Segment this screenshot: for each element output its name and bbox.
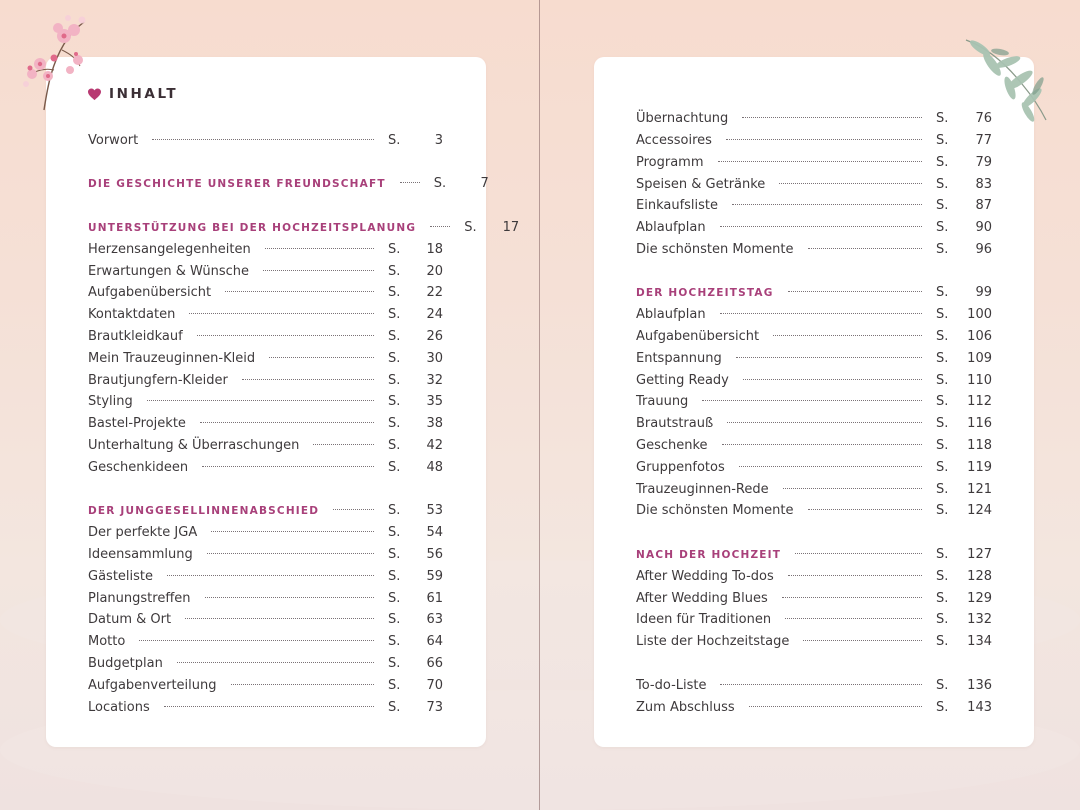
dot-leader [749, 706, 922, 707]
page-number: 77 [975, 133, 992, 148]
page-prefix: S. [388, 700, 401, 715]
page-number: 118 [967, 438, 992, 453]
dot-leader [205, 597, 374, 598]
page-reference [936, 217, 992, 239]
toc-row[interactable] [88, 566, 443, 588]
toc-entry-label: Getting Ready [636, 373, 729, 388]
dot-leader [720, 313, 922, 314]
page-prefix: S. [388, 373, 401, 388]
page-number: 70 [426, 678, 443, 693]
toc-row[interactable] [636, 370, 992, 392]
toc-entry-label: Erwartungen & Wünsche [88, 264, 249, 279]
page-prefix: S. [936, 634, 949, 649]
toc-row[interactable] [88, 326, 443, 348]
dot-leader [779, 183, 922, 184]
page-reference [388, 435, 443, 457]
page-reference [388, 544, 443, 566]
toc-entry-label: Mein Trauzeuginnen-Kleid [88, 351, 256, 366]
page-number: 76 [975, 111, 992, 126]
page-reference [388, 370, 443, 392]
page-reference [936, 282, 992, 304]
dot-leader [185, 618, 374, 619]
toc-row[interactable] [636, 500, 992, 522]
toc-row[interactable] [636, 588, 992, 610]
page-number: 127 [967, 547, 992, 562]
page-prefix: S. [388, 612, 401, 627]
page-prefix: S. [936, 612, 949, 627]
toc-row[interactable] [636, 457, 992, 479]
dot-leader [197, 335, 374, 336]
page-reference [936, 631, 992, 653]
toc-row[interactable] [88, 239, 443, 261]
page-prefix: S. [936, 700, 949, 715]
toc-entry-label: Motto [88, 634, 126, 649]
toc-row[interactable] [88, 631, 443, 653]
page-reference [388, 304, 443, 326]
dot-leader [225, 291, 374, 292]
page-prefix: S. [936, 482, 949, 497]
page-prefix: S. [388, 656, 401, 671]
dot-leader [702, 400, 922, 401]
page-prefix: S. [388, 460, 401, 475]
page-number: 79 [975, 155, 992, 170]
page-prefix: S. [464, 220, 477, 235]
page-number: 7 [480, 176, 489, 191]
page-number: 116 [967, 416, 992, 431]
dot-leader [783, 488, 922, 489]
toc-row[interactable] [636, 413, 992, 435]
dot-leader [732, 204, 922, 205]
toc-entry-label: Datum & Ort [88, 612, 172, 627]
page-reference [388, 457, 443, 479]
dot-leader [202, 466, 374, 467]
toc-section-label: UNTERSTÜTZUNG BEI DER HOCHZEITSPLANUNG [88, 222, 417, 234]
toc-row[interactable] [88, 609, 443, 631]
toc-entry-label: Unterhaltung & Überraschungen [88, 438, 300, 453]
heart-icon [88, 88, 101, 101]
toc-row[interactable] [88, 130, 443, 152]
page-prefix: S. [936, 373, 949, 388]
page-reference [936, 413, 992, 435]
page-number: 99 [975, 285, 992, 300]
page-number: 22 [426, 285, 443, 300]
toc-entry-label: Speisen & Getränke [636, 177, 766, 192]
toc-row[interactable] [88, 653, 443, 675]
page-number: 59 [426, 569, 443, 584]
page-number: 132 [967, 612, 992, 627]
page-prefix: S. [936, 547, 949, 562]
dot-leader [803, 640, 922, 641]
dot-leader [400, 182, 420, 183]
page-number: 24 [426, 307, 443, 322]
page-number: 64 [426, 634, 443, 649]
page-number: 87 [975, 198, 992, 213]
dot-leader [430, 226, 450, 227]
page-prefix: S. [388, 416, 401, 431]
toc-row[interactable] [88, 588, 443, 610]
toc-row[interactable] [88, 391, 443, 413]
dot-leader [139, 640, 374, 641]
page-prefix: S. [936, 242, 949, 257]
toc-row[interactable] [88, 697, 443, 719]
toc-row[interactable] [636, 326, 992, 348]
toc-entry-label: Programm [636, 155, 704, 170]
page-reference [936, 195, 992, 217]
dot-leader [742, 117, 922, 118]
toc-row[interactable] [636, 195, 992, 217]
dot-leader [743, 379, 922, 380]
toc-entry-label: Styling [88, 394, 133, 409]
page-prefix: S. [936, 307, 949, 322]
page-number: 100 [967, 307, 992, 322]
toc-entry-label: Ideensammlung [88, 547, 193, 562]
toc-entry-label: Einkaufsliste [636, 198, 719, 213]
toc-entry-label: Budgetplan [88, 656, 163, 671]
dot-leader [727, 422, 922, 423]
toc-entry-label: Brautkleidkauf [88, 329, 183, 344]
page-reference [936, 130, 992, 152]
toc-row[interactable] [88, 348, 443, 370]
toc-section-row[interactable] [88, 500, 443, 522]
toc-row[interactable] [88, 304, 443, 326]
dot-leader [313, 444, 374, 445]
cherry-blossom-icon [18, 14, 92, 112]
dot-leader [200, 422, 374, 423]
page-number: 83 [975, 177, 992, 192]
page-prefix: S. [936, 678, 949, 693]
page-number: 90 [975, 220, 992, 235]
page-number: 35 [426, 394, 443, 409]
page-number: 17 [502, 220, 520, 235]
dot-leader [164, 706, 374, 707]
page-prefix: S. [388, 503, 401, 518]
toc-entry-label: Die schönsten Momente [636, 503, 794, 518]
page-reference [388, 413, 443, 435]
dot-leader [231, 684, 374, 685]
page-reference [936, 435, 992, 457]
dot-leader [720, 226, 922, 227]
toc-row[interactable] [636, 631, 992, 653]
dot-leader [726, 139, 922, 140]
toc-row[interactable] [636, 130, 992, 152]
page-prefix: S. [388, 438, 401, 453]
dot-leader [808, 509, 922, 510]
page-prefix: S. [936, 416, 949, 431]
page-number: 63 [426, 612, 443, 627]
page-number: 124 [967, 503, 992, 518]
toc-entry-label: Ablaufplan [636, 220, 706, 235]
page-prefix: S. [388, 634, 401, 649]
dot-leader [795, 553, 922, 554]
page-reference [936, 391, 992, 413]
toc-entry-label: Übernachtung [636, 111, 729, 126]
page-reference [936, 544, 992, 566]
page-number: 18 [426, 242, 443, 257]
page-prefix: S. [388, 569, 401, 584]
dot-leader [808, 248, 922, 249]
page-prefix: S. [936, 198, 949, 213]
toc-entry-label: Vorwort [88, 133, 139, 148]
dot-leader [718, 161, 922, 162]
toc-section-row[interactable] [88, 217, 520, 239]
toc-entry-label: Ablaufplan [636, 307, 706, 322]
page-prefix: S. [936, 438, 949, 453]
toc-entry-label: Bastel-Projekte [88, 416, 186, 431]
page-number: 20 [426, 264, 443, 279]
toc-row[interactable] [88, 413, 443, 435]
toc-row[interactable] [636, 391, 992, 413]
dot-leader [788, 575, 922, 576]
toc-row[interactable] [88, 675, 443, 697]
page-number: 136 [967, 678, 992, 693]
toc-row[interactable] [636, 609, 992, 631]
page-prefix: S. [936, 155, 949, 170]
toc-row[interactable] [636, 108, 992, 130]
page-reference [936, 457, 992, 479]
page-reference [388, 326, 443, 348]
toc-entry-label: Liste der Hochzeitstage [636, 634, 790, 649]
page-prefix: S. [936, 220, 949, 235]
toc-row[interactable] [88, 457, 443, 479]
dot-leader [739, 466, 922, 467]
page-reference [388, 609, 443, 631]
toc-entry-label: Herzensangelegenheiten [88, 242, 251, 257]
toc-entry-label: After Wedding To-dos [636, 569, 774, 584]
dot-leader [152, 139, 374, 140]
page-number: 73 [426, 700, 443, 715]
dot-leader [269, 357, 374, 358]
page-reference [936, 588, 992, 610]
page-reference [388, 653, 443, 675]
page-number: 30 [426, 351, 443, 366]
dot-leader [736, 357, 922, 358]
page-reference [464, 217, 519, 239]
dot-leader [720, 684, 922, 685]
dot-leader [263, 270, 374, 271]
toc-row[interactable] [636, 217, 992, 239]
page-prefix: S. [936, 111, 949, 126]
dot-leader [722, 444, 922, 445]
toc-entry-label: Brautjungfern-Kleider [88, 373, 228, 388]
page-prefix: S. [936, 351, 949, 366]
page-reference [434, 173, 489, 195]
toc-entry-label: Geschenkideen [88, 460, 189, 475]
toc-entry-label: Ideen für Traditionen [636, 612, 772, 627]
page-number: 48 [426, 460, 443, 475]
page-prefix: S. [388, 525, 401, 540]
page-reference [388, 391, 443, 413]
toc-row[interactable] [88, 522, 443, 544]
toc-heading [88, 86, 178, 102]
page-prefix: S. [936, 569, 949, 584]
page-reference [936, 326, 992, 348]
toc-section-label: DIE GESCHICHTE UNSERER FREUNDSCHAFT [88, 178, 386, 190]
page-number: 109 [967, 351, 992, 366]
toc-section-row[interactable] [88, 173, 489, 195]
page-reference [388, 566, 443, 588]
toc-entry-label: Aufgabenübersicht [636, 329, 760, 344]
page-number: 66 [426, 656, 443, 671]
page-reference [388, 282, 443, 304]
page-reference [936, 304, 992, 326]
page-reference [388, 697, 443, 719]
toc-row[interactable] [88, 282, 443, 304]
page-reference [388, 631, 443, 653]
page-number: 54 [426, 525, 443, 540]
page-number: 26 [426, 329, 443, 344]
page-reference [388, 500, 443, 522]
page-prefix: S. [388, 547, 401, 562]
page-prefix: S. [388, 678, 401, 693]
page-prefix: S. [936, 177, 949, 192]
page-number: 32 [426, 373, 443, 388]
page-number: 129 [967, 591, 992, 606]
page-prefix: S. [936, 394, 949, 409]
page-prefix: S. [936, 591, 949, 606]
toc-row[interactable] [88, 370, 443, 392]
toc-row[interactable] [636, 304, 992, 326]
dot-leader [773, 335, 922, 336]
page-number: 112 [967, 394, 992, 409]
toc-entry-label: Locations [88, 700, 150, 715]
page-prefix: S. [388, 394, 401, 409]
dot-leader [147, 400, 374, 401]
toc-entry-label: Der perfekte JGA [88, 525, 198, 540]
page-prefix: S. [388, 242, 401, 257]
page-prefix: S. [936, 503, 949, 518]
page-prefix: S. [936, 285, 949, 300]
page-reference [388, 130, 443, 152]
toc-entry-label: Die schönsten Momente [636, 242, 794, 257]
page-number: 110 [967, 373, 992, 388]
page-reference [936, 697, 992, 719]
page-reference [936, 566, 992, 588]
page-number: 119 [967, 460, 992, 475]
page-number: 61 [426, 591, 443, 606]
toc-entry-label: Zum Abschluss [636, 700, 735, 715]
page-reference [388, 522, 443, 544]
page-prefix: S. [388, 307, 401, 322]
page-number: 96 [975, 242, 992, 257]
toc-row[interactable] [636, 697, 992, 719]
toc-section-row[interactable] [636, 544, 992, 566]
toc-row[interactable] [636, 479, 992, 501]
page-number: 143 [967, 700, 992, 715]
dot-leader [785, 618, 922, 619]
page-reference [936, 348, 992, 370]
page-prefix: S. [936, 133, 949, 148]
page-number: 3 [434, 133, 443, 148]
page-prefix: S. [433, 176, 447, 191]
toc-entry-label: Accessoires [636, 133, 712, 148]
toc-row[interactable] [636, 566, 992, 588]
page-reference [936, 370, 992, 392]
toc-entry-label: Geschenke [636, 438, 708, 453]
page-reference [388, 348, 443, 370]
page-prefix: S. [936, 460, 949, 475]
page-number: 134 [967, 634, 992, 649]
dot-leader [333, 509, 374, 510]
page-number: 53 [426, 503, 443, 518]
page-number: 121 [967, 482, 992, 497]
book-gutter [539, 0, 540, 810]
dot-leader [177, 662, 374, 663]
dot-leader [242, 379, 374, 380]
page-reference [388, 239, 443, 261]
toc-entry-label: Gruppenfotos [636, 460, 725, 475]
toc-entry-label: Entspannung [636, 351, 722, 366]
page-number: 128 [967, 569, 992, 584]
page-reference [936, 609, 992, 631]
toc-row[interactable] [636, 435, 992, 457]
toc-row[interactable] [636, 348, 992, 370]
page-prefix: S. [388, 351, 401, 366]
page-reference [936, 500, 992, 522]
page-prefix: S. [388, 285, 401, 300]
toc-row[interactable] [636, 174, 992, 196]
page-number: 56 [426, 547, 443, 562]
page-prefix: S. [936, 329, 949, 344]
page-prefix: S. [388, 133, 401, 148]
page-prefix: S. [388, 329, 401, 344]
toc-entry-label: Aufgabenverteilung [88, 678, 217, 693]
dot-leader [782, 597, 922, 598]
page-reference [936, 152, 992, 174]
toc-section-label: DER HOCHZEITSTAG [636, 287, 774, 299]
page-reference [936, 479, 992, 501]
page-reference [936, 174, 992, 196]
page-number: 38 [426, 416, 443, 431]
toc-entry-label: Aufgabenübersicht [88, 285, 212, 300]
toc-entry-label: After Wedding Blues [636, 591, 768, 606]
toc-row[interactable] [636, 152, 992, 174]
dot-leader [207, 553, 374, 554]
toc-entry-label: Trauzeuginnen-Rede [636, 482, 769, 497]
toc-row[interactable] [88, 261, 443, 283]
toc-entry-label: To-do-Liste [636, 678, 707, 693]
page-title: INHALT [109, 86, 179, 102]
toc-entry-label: Trauung [636, 394, 689, 409]
dot-leader [788, 291, 922, 292]
page-reference [388, 261, 443, 283]
page-reference [936, 108, 992, 130]
page-number: 106 [967, 329, 992, 344]
dot-leader [167, 575, 374, 576]
toc-section-row[interactable] [636, 282, 992, 304]
toc-section-label: DER JUNGGESELLINNENABSCHIED [88, 505, 320, 517]
dot-leader [211, 531, 374, 532]
toc-section-label: NACH DER HOCHZEIT [636, 549, 782, 561]
toc-row[interactable] [88, 544, 443, 566]
toc-entry-label: Gästeliste [88, 569, 153, 584]
page-reference [388, 588, 443, 610]
page-reference [936, 675, 992, 697]
toc-entry-label: Kontaktdaten [88, 307, 176, 322]
page-reference [936, 239, 992, 261]
page-prefix: S. [388, 264, 401, 279]
toc-row[interactable] [88, 435, 443, 457]
page-number: 42 [426, 438, 443, 453]
page-reference [388, 675, 443, 697]
toc-entry-label: Planungstreffen [88, 591, 191, 606]
page-prefix: S. [388, 591, 401, 606]
toc-entry-label: Brautstrauß [636, 416, 714, 431]
dot-leader [265, 248, 374, 249]
toc-row[interactable] [636, 675, 992, 697]
toc-row[interactable] [636, 239, 992, 261]
dot-leader [189, 313, 374, 314]
